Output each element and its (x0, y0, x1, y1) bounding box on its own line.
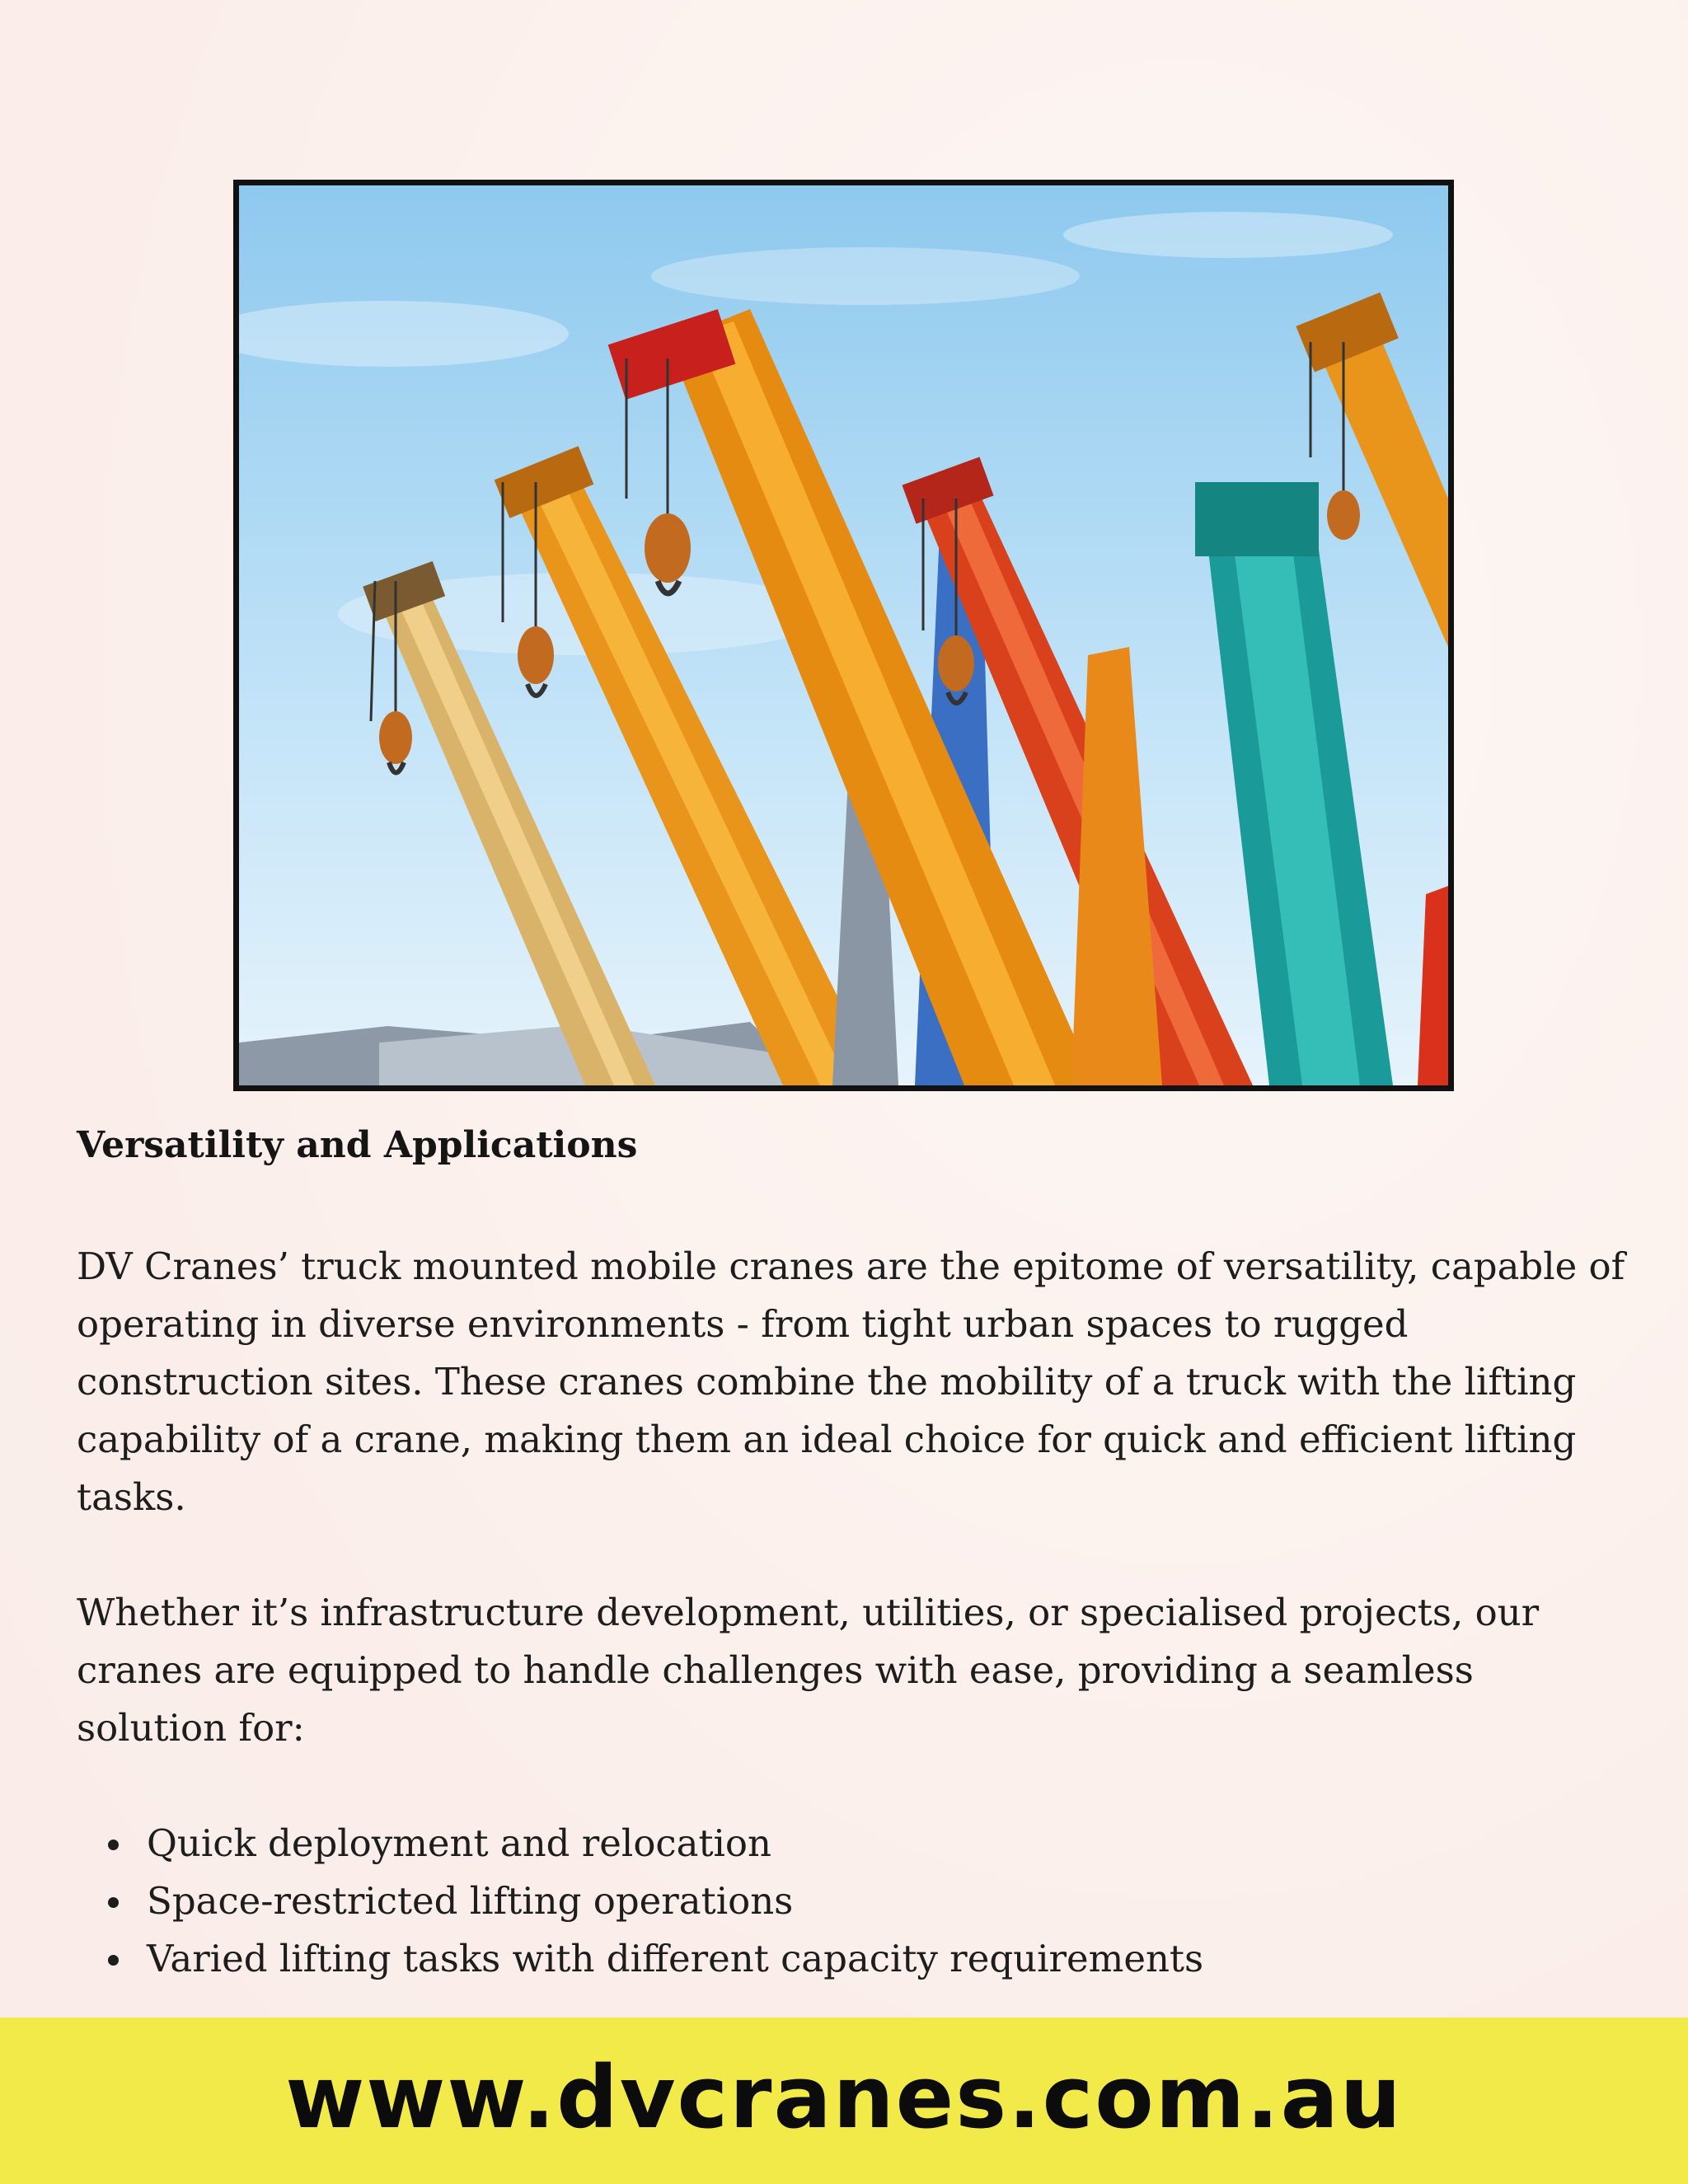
applications-list (77, 1815, 1203, 1988)
footer-banner (0, 2018, 1688, 2184)
section-heading: Versatility and Applications (77, 1124, 638, 1166)
list-item (77, 1872, 1203, 1930)
website-link[interactable]: www.dvcranes.com.au (285, 2047, 1403, 2148)
crane-booms-illustration (239, 185, 1448, 1085)
list-item-text: Varied lifting tasks with different capacity requirements (147, 1937, 1204, 1980)
list-item (77, 1930, 1203, 1988)
bullet-icon (108, 1955, 119, 1966)
intro-paragraph: DV Cranes’ truck mounted mobile cranes are the epitome of versatility, capable of operating in diverse environments - from tight urban spaces to rugged construction sites. These cranes combine the mobility of a truck with the lifting capability of a crane, making them an ideal choice for quick and efficient lifting tasks. (77, 1244, 1625, 1519)
list-item-text: Quick deployment and relocation (147, 1821, 771, 1865)
crane-photo (233, 180, 1454, 1091)
bullet-icon (108, 1840, 119, 1850)
bullet-icon (108, 1897, 119, 1908)
list-item (77, 1815, 1203, 1872)
applications-paragraph: Whether it’s infrastructure development, utilities, or specialised projects, our cranes are equipped to handle challenges with ease, providing a seamless solution for: (77, 1591, 1540, 1750)
list-item-text: Space-restricted lifting operations (147, 1879, 794, 1923)
